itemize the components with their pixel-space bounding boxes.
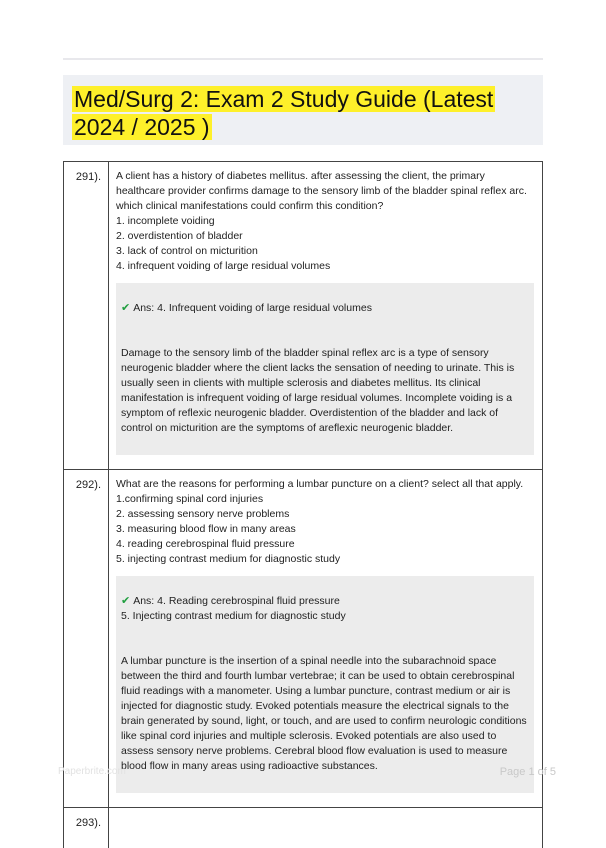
title-banner [63,75,543,145]
page-title-text: Med/Surg 2: Exam 2 Study Guide (Latest 2024 / 2025 ) [72,86,495,140]
answer-box [116,283,534,455]
answer-explanation: A lumbar puncture is the insertion of a spinal needle into the subarachnoid space between the third and fourth lumbar vertebrae; it can be used to obtain cerebrospinal fluid readings with a manometer. Using a lumbar puncture, contrast medium or air is injected for diagnostic study. Evoked potentials measure the electrical signals to the brain generated by sound, light, or touch, and are used to confirm neurologic conditions like spinal cord injuries and multiple sclerosis. Evoked potentials are also used to assess sensory nerve problems. Cerebral blood flow evaluation is used to measure blood flow in many areas using radioactive substances. [121,654,529,774]
questions-table [63,161,543,848]
page-title [72,85,532,141]
question-number-cell [64,162,109,470]
table-row [64,162,543,470]
table-row [64,470,543,808]
question-cell [109,808,543,848]
answer-box [116,576,534,793]
question-number: 292). [64,470,108,493]
footer-watermark: Paperbrite.com [58,766,126,777]
answer-line [121,301,529,316]
table-row [64,808,543,848]
answer-text: Ans: 4. Reading cerebrospinal fluid pressure 5. Injecting contrast medium for diagnostic study [121,595,346,622]
question-number-cell [64,470,109,808]
answer-text: Ans: 4. Infrequent voiding of large residual volumes [133,302,372,314]
question-number: 293). [64,808,108,831]
question-cell [109,470,543,808]
answer-line [121,594,529,624]
answer-explanation: Damage to the sensory limb of the bladder spinal reflex arc is a type of sensory neurogenic bladder where the client lacks the sensation of needing to urinate. This is usually seen in clients with multiple sclerosis and diabetes mellitus. Its clinical manifestation is infrequent voiding of large residual volumes. Incomplete voiding is a symptom of reflexic neurogenic bladder. Overdistention of the bladder and lack of control on micturition are the symptoms of areflexic neurogenic bladder. [121,346,529,436]
question-number-cell [64,808,109,848]
page-indicator: Page 1 of 5 [500,766,556,778]
question-cell [109,162,543,470]
check-icon: ✔ [121,595,130,607]
top-divider [63,58,543,60]
question-text: What are the reasons for performing a lumbar puncture on a client? select all that apply. 1.confirming spinal cord injuries 2. assessing sensory nerve problems 3. measuring blood flow in many areas 4. reading cerebrospinal fluid pressure 5. injecting contrast medium for diagnostic study [109,470,542,567]
check-icon: ✔ [121,302,130,314]
question-number: 291). [64,162,108,185]
question-text: A client has a history of diabetes mellitus. after assessing the client, the primary healthcare provider confirms damage to the sensory limb of the bladder spinal reflex arc. which clinical manifestations could confirm this condition? 1. incomplete voiding 2. overdistention of bladder 3. lack of control on micturition 4. infrequent voiding of large residual volumes [109,162,542,274]
